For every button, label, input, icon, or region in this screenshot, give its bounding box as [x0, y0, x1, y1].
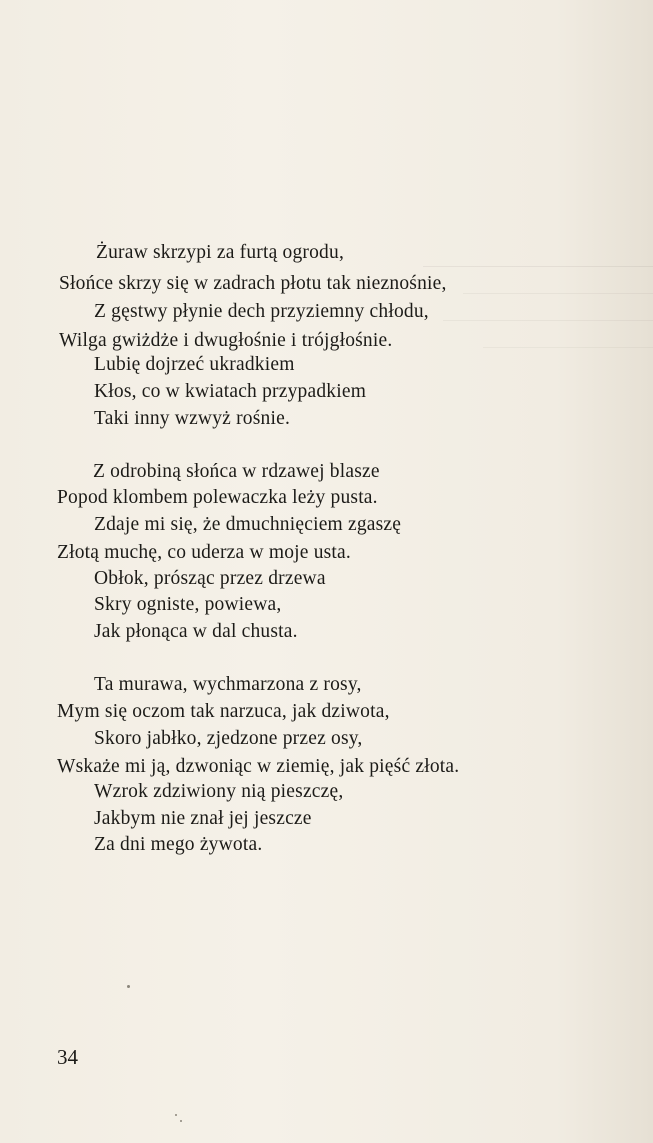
poem-line: Obłok, prósząc przez drzewa — [94, 568, 326, 589]
poem-line: Jak płonąca w dal chusta. — [94, 621, 298, 642]
dust-speck — [180, 1120, 182, 1122]
poem-line: Ta murawa, wychmarzona z rosy, — [94, 674, 362, 695]
poem-line: Skry ogniste, powiewa, — [94, 594, 282, 615]
poem-line: Popod klombem polewaczka leży pusta. — [57, 487, 378, 508]
poem-line: Słońce skrzy się w zadrach płotu tak nieznośnie, — [59, 273, 447, 294]
poem-line: Skoro jabłko, zjedzone przez osy, — [94, 728, 363, 749]
poem-line: Jakbym nie znał jej jeszcze — [94, 808, 312, 829]
poem-line: Kłos, co w kwiatach przypadkiem — [94, 381, 367, 402]
poem-line: Z odrobiną słońca w rdzawej blasze — [93, 461, 380, 482]
dust-speck — [175, 1114, 177, 1116]
dust-speck — [127, 985, 130, 988]
poem-line: Mym się oczom tak narzuca, jak dziwota, — [57, 701, 390, 722]
poem-line: Wskaże mi ją, dzwoniąc w ziemię, jak pięść złota. — [57, 756, 460, 777]
poem-line: Wilga gwiżdże i dwugłośnie i trójgłośnie. — [59, 330, 393, 351]
poem-line: Za dni mego żywota. — [94, 834, 263, 855]
poem-line: Zdaje mi się, że dmuchnięciem zgaszę — [94, 514, 402, 535]
poem-line: Żuraw skrzypi za furtą ogrodu, — [96, 242, 345, 263]
poem-line: Taki inny wzwyż rośnie. — [94, 408, 291, 429]
poem-line: Z gęstwy płynie dech przyziemny chłodu, — [94, 301, 429, 322]
poem-line: Lubię dojrzeć ukradkiem — [94, 354, 295, 375]
poem-line: Wzrok zdziwiony nią pieszczę, — [94, 781, 344, 802]
page-number: 34 — [57, 1045, 78, 1069]
poem-line: Złotą muchę, co uderza w moje usta. — [57, 542, 351, 563]
